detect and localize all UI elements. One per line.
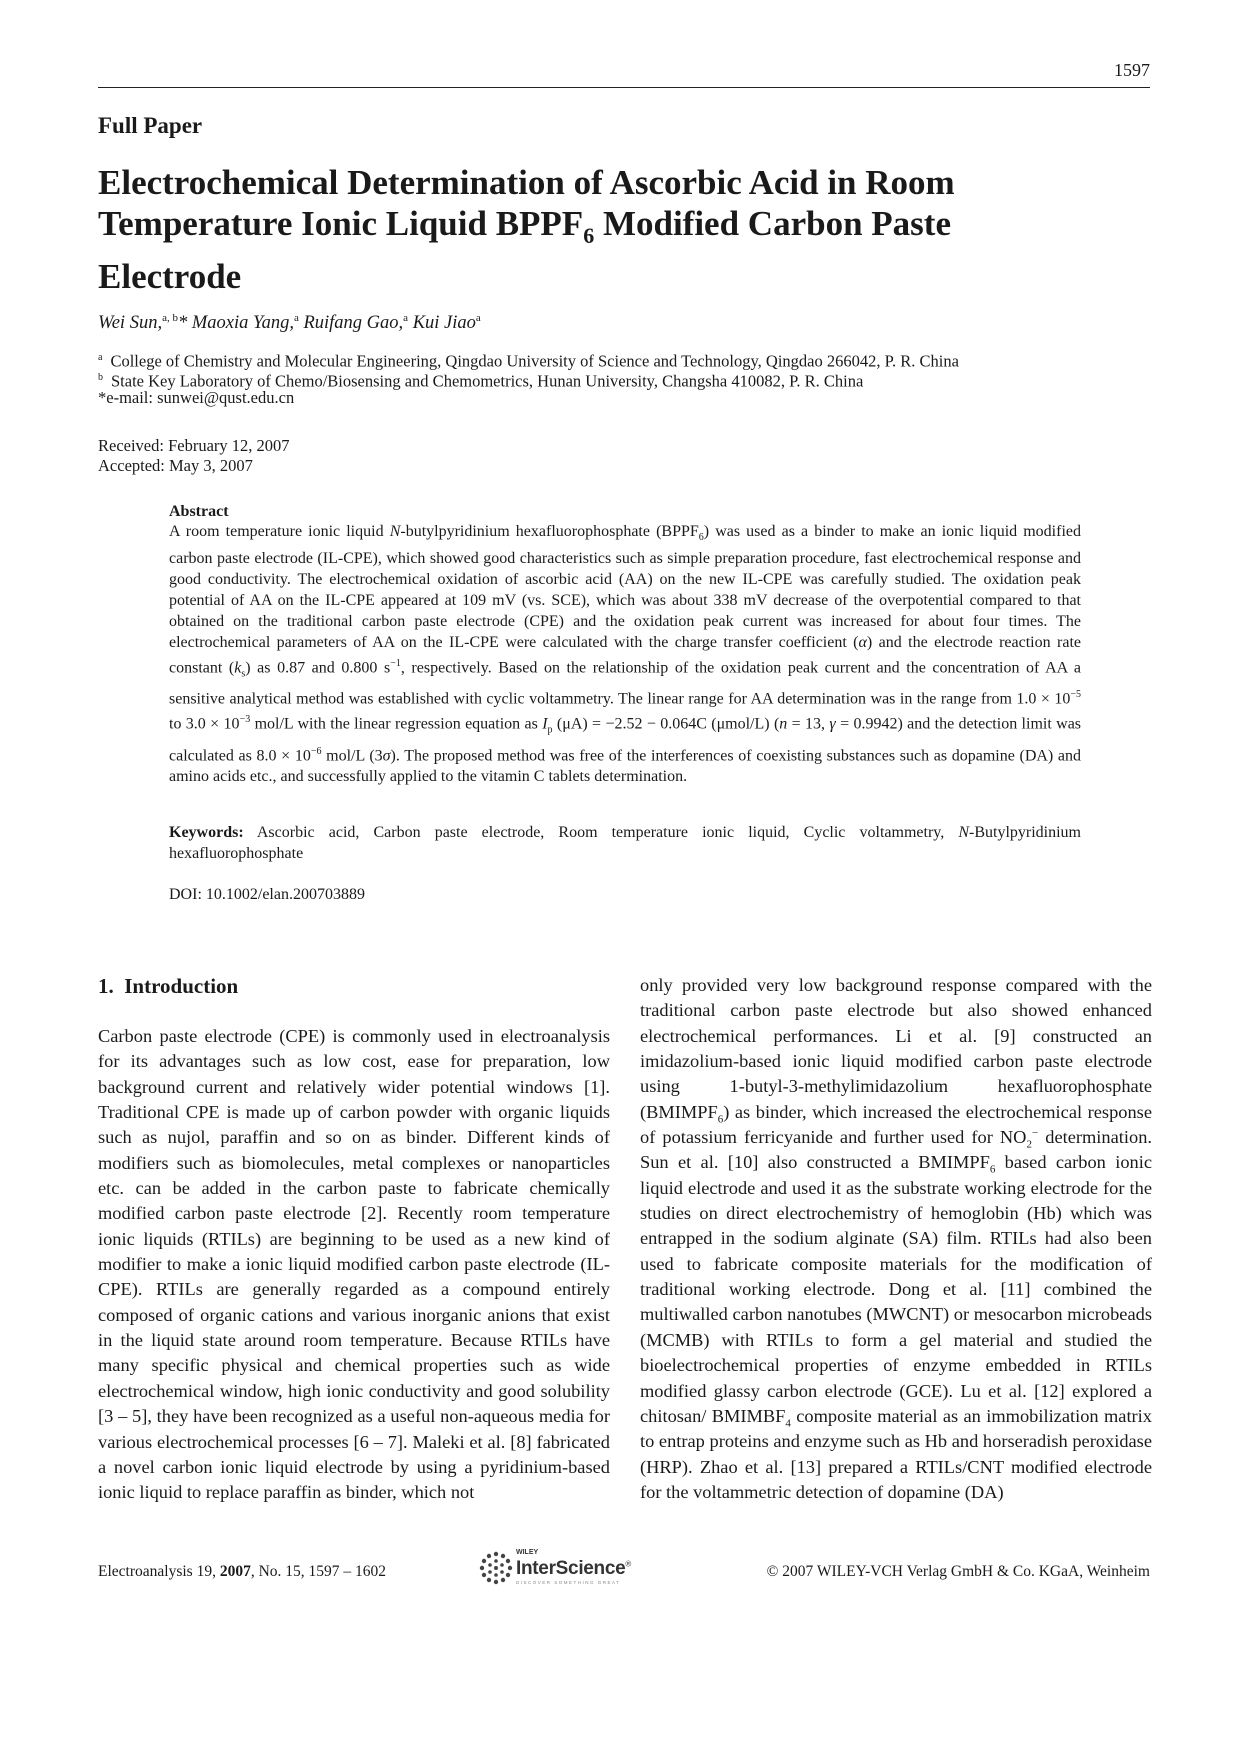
abstract-superscript: −5 [1070,689,1081,701]
author-affiliation-mark: a, b [162,312,178,324]
corresponding-mark: * [177,313,188,334]
author-name: Wei Sun, [98,313,163,334]
logo-main: InterScience [516,1558,626,1579]
body-superscript: − [1031,1126,1039,1139]
keywords-label: Keywords: [169,824,244,841]
abstract-symbol: σ [382,747,391,765]
author-affiliation-mark: a [403,312,409,324]
abstract-run: = 0.9942) and the detection limit was calculated as 8.0 × 10 [169,715,1082,765]
body-subscript: 2 [1026,1138,1032,1151]
body-run: determination. Sun et al. [10] also constructed a BMIMPF [640,1127,1152,1173]
abstract-run: to 3.0 × 10 [169,715,240,733]
author-affiliation-mark: a [475,312,481,324]
abstract-run: (μA) = −2.52 − 0.064C (μmol/L) ( [552,715,780,733]
abstract-superscript: −3 [239,714,251,726]
abstract-italic: n [779,715,788,733]
body-run: ) as binder, which increased the electrochemical response of potassium ferricyanide and further used for NO [640,1101,1152,1148]
affiliation-mark: a [98,352,103,363]
received-date: Received: February 12, 2007 [98,436,290,455]
logo-text [516,1558,631,1580]
abstract-subscript: s [241,668,246,680]
abstract-superscript: −6 [310,745,322,757]
keywords [169,823,1081,864]
abstract-run: A room temperature ionic liquid [169,523,390,540]
author-name: Kui Jiao [412,313,476,334]
affiliation-mark: b [98,372,103,383]
abstract-run: mol/L (3 [321,747,383,765]
abstract-subscript: 6 [698,532,704,544]
introduction-left-column: Carbon paste electrode (CPE) is commonly used in electroanalysis for its advantages such as low cost, ease for preparation, low background current and relatively wider potential windows [1]. Traditional CPE is made up of carbon powder with organic liquids such as nujol, paraffin and so on as binder. Different kinds of modifiers such as biomolecules, metal complexes or nanoparticles etc. can be added in the carbon paste to fabricate chemically modified carbon paste electrode [2]. Recently room temperature ionic liquids (RTILs) are beginning to be used as a new kind of modifier to make a ionic liquid modified carbon paste electrode (IL-CPE). RTILs are generally regarded as a compound entirely composed of organic cations and various inorganic anions that exist in the liquid state around room temperature. Because RTILs have many specific physical and chemical properties such as wide electrochemical window, high ionic conductivity and good solubility [3 – 5], they have been recognized as a useful non-aqueous media for various electrochemical processes [6 – 7]. Maleki et al. [8] fabricated a novel carbon ionic liquid electrode by using a pyridinium-based ionic liquid to replace paraffin as binder, which not [98,1026,610,1503]
title-line-1: Electrochemical Determination of Ascorbic Acid in Room [98,163,955,202]
affiliation-text: College of Chemistry and Molecular Engineering, Qingdao University of Science and Technology, Qingdao 266042, P. R. China [110,351,959,371]
keywords-text: -Butylpyridinium hexafluorophosphate [169,824,1081,862]
author-name: Maoxia Yang, [191,313,294,334]
logo-registered: ® [625,1559,632,1569]
abstract-symbol: α [858,633,867,651]
journal-name: Electroanalysis 19, [98,1563,220,1580]
title-line-3: Electrode [98,257,242,296]
journal-issue: , No. 15, 1597 – 1602 [250,1563,387,1580]
abstract-run: , respectively. Based on the relationship of the oxidation peak current and the concentration of AA a sensitive analytical method was established with cyclic voltammetry. The linear range for AA determination was in the range from 1.0 × 10 [169,658,1082,708]
abstract-run: ) and the electrode reaction rate constant ( [169,633,1081,676]
abstract-superscript: −1 [390,657,401,669]
corresponding-email: *e-mail: sunwei@qust.edu.cn [98,388,295,407]
author-affiliation-mark: a [293,312,299,324]
abstract-subscript: p [547,724,553,736]
abstract-symbol: γ [829,715,836,733]
abstract-run: = 13, [787,715,830,733]
abstract-text [169,522,1081,788]
abstract-heading: Abstract [169,503,229,520]
body-run: only provided very low background response compared with the traditional carbon paste electrode but also showed enhanced electrochemical performances. Li et al. [9] constructed an imidazolium-based ionic liquid modified carbon paste electrode using 1-butyl-3-methylimidazolium hexafluorophosphate (BMIMPF [640,975,1152,1122]
abstract-italic: k [234,658,242,676]
page-number: 1597 [1114,60,1150,80]
abstract-run: ) as 0.87 and 0.800 s [245,658,391,676]
logo-tagline: DISCOVER SOMETHING GREAT [516,1580,621,1585]
introduction-right-column [640,973,1152,1505]
title-line-2-post: Modified Carbon Paste [594,204,951,243]
footer-journal [98,1563,386,1581]
abstract-run: -butylpyridinium hexafluorophosphate (BPPF [400,523,699,540]
footer-copyright: © 2007 WILEY-VCH Verlag GmbH & Co. KGaA, Weinheim [766,1563,1150,1580]
body-run: composite material as an immobilization matrix to entrap proteins and enzyme such as Hb and horseradish peroxidase (HRP). Zhao et al. [13] prepared a RTILs/CNT modified electrode for the voltammetric detection of dopamine (DA) [640,1405,1152,1502]
interscience-logo [478,1548,643,1588]
keywords-text: Ascorbic acid, Carbon paste electrode, Room temperature ionic liquid, Cyclic voltammetry, [243,824,959,841]
title-line-2-pre: Temperature Ionic Liquid BPPF [98,204,584,243]
paper-title [98,162,1158,297]
globe-icon [478,1550,514,1586]
accepted-date: Accepted: May 3, 2007 [98,456,253,475]
logo-wiley: WILEY [516,1549,539,1556]
header-rule [98,87,1150,88]
introduction-heading: 1. Introduction [98,974,239,998]
abstract [169,502,1081,788]
abstract-run: ) was used as a binder to make an ionic liquid modified carbon paste electrode (IL-CPE), which showed good characteristics such as simple preparation procedure, fast electrochemical response and good conductivity. The electrochemical oxidation of ascorbic acid (AA) on the new IL-CPE was carefully studied. The oxidation peak potential of AA on the IL-CPE appeared at 109 mV (vs. SCE), which was about 338 mV decrease of the overpotential compared to that obtained on the traditional carbon paste electrode (CPE) and the oxidation peak current was increased for about four times. The electrochemical parameters of AA on the IL-CPE were calculated with the charge transfer coefficient ( [169,523,1082,651]
author-list [98,312,481,334]
body-subscript: 4 [785,1417,791,1430]
abstract-italic: N [389,523,401,540]
section-label: Full Paper [98,113,203,138]
dates [98,436,290,476]
abstract-italic: I [542,715,548,733]
affiliation-text: State Key Laboratory of Chemo/Biosensing and Chemometrics, Hunan University, Changsha 410082, P. R. China [111,371,864,391]
doi: DOI: 10.1002/elan.200703889 [169,886,365,903]
title-subscript: 6 [583,223,595,248]
journal-year: 2007 [219,1563,251,1580]
keywords-italic: N [958,824,969,841]
body-subscript: 6 [717,1113,724,1126]
abstract-run: mol/L with the linear regression equation as [250,715,543,733]
author-name: Ruifang Gao, [303,313,404,334]
body-run: based carbon ionic liquid electrode and used it as the substrate working electrode for the studies on direct electrochemistry of hemoglobin (Hb) which was entrapped in the sodium alginate (SA) film. RTILs had also been used to fabricate composite materials for the modification of traditional working electrode. Dong et al. [11] combined the multiwalled carbon nanotubes (MWCNT) or mesocarbon microbeads (MCMB) with RTILs to form a gel material and studied the bioelectrochemical properties of enzyme embedded in RTILs modified glassy carbon electrode (GCE). Lu et al. [12] explored a chitosan/ BMIMBF [640,1152,1152,1426]
abstract-run: ). The proposed method was free of the interferences of coexisting substances such as dopamine (DA) and amino acids etc., and successfully applied to the vitamin C tablets determination. [169,747,1082,785]
body-subscript: 6 [989,1164,996,1177]
